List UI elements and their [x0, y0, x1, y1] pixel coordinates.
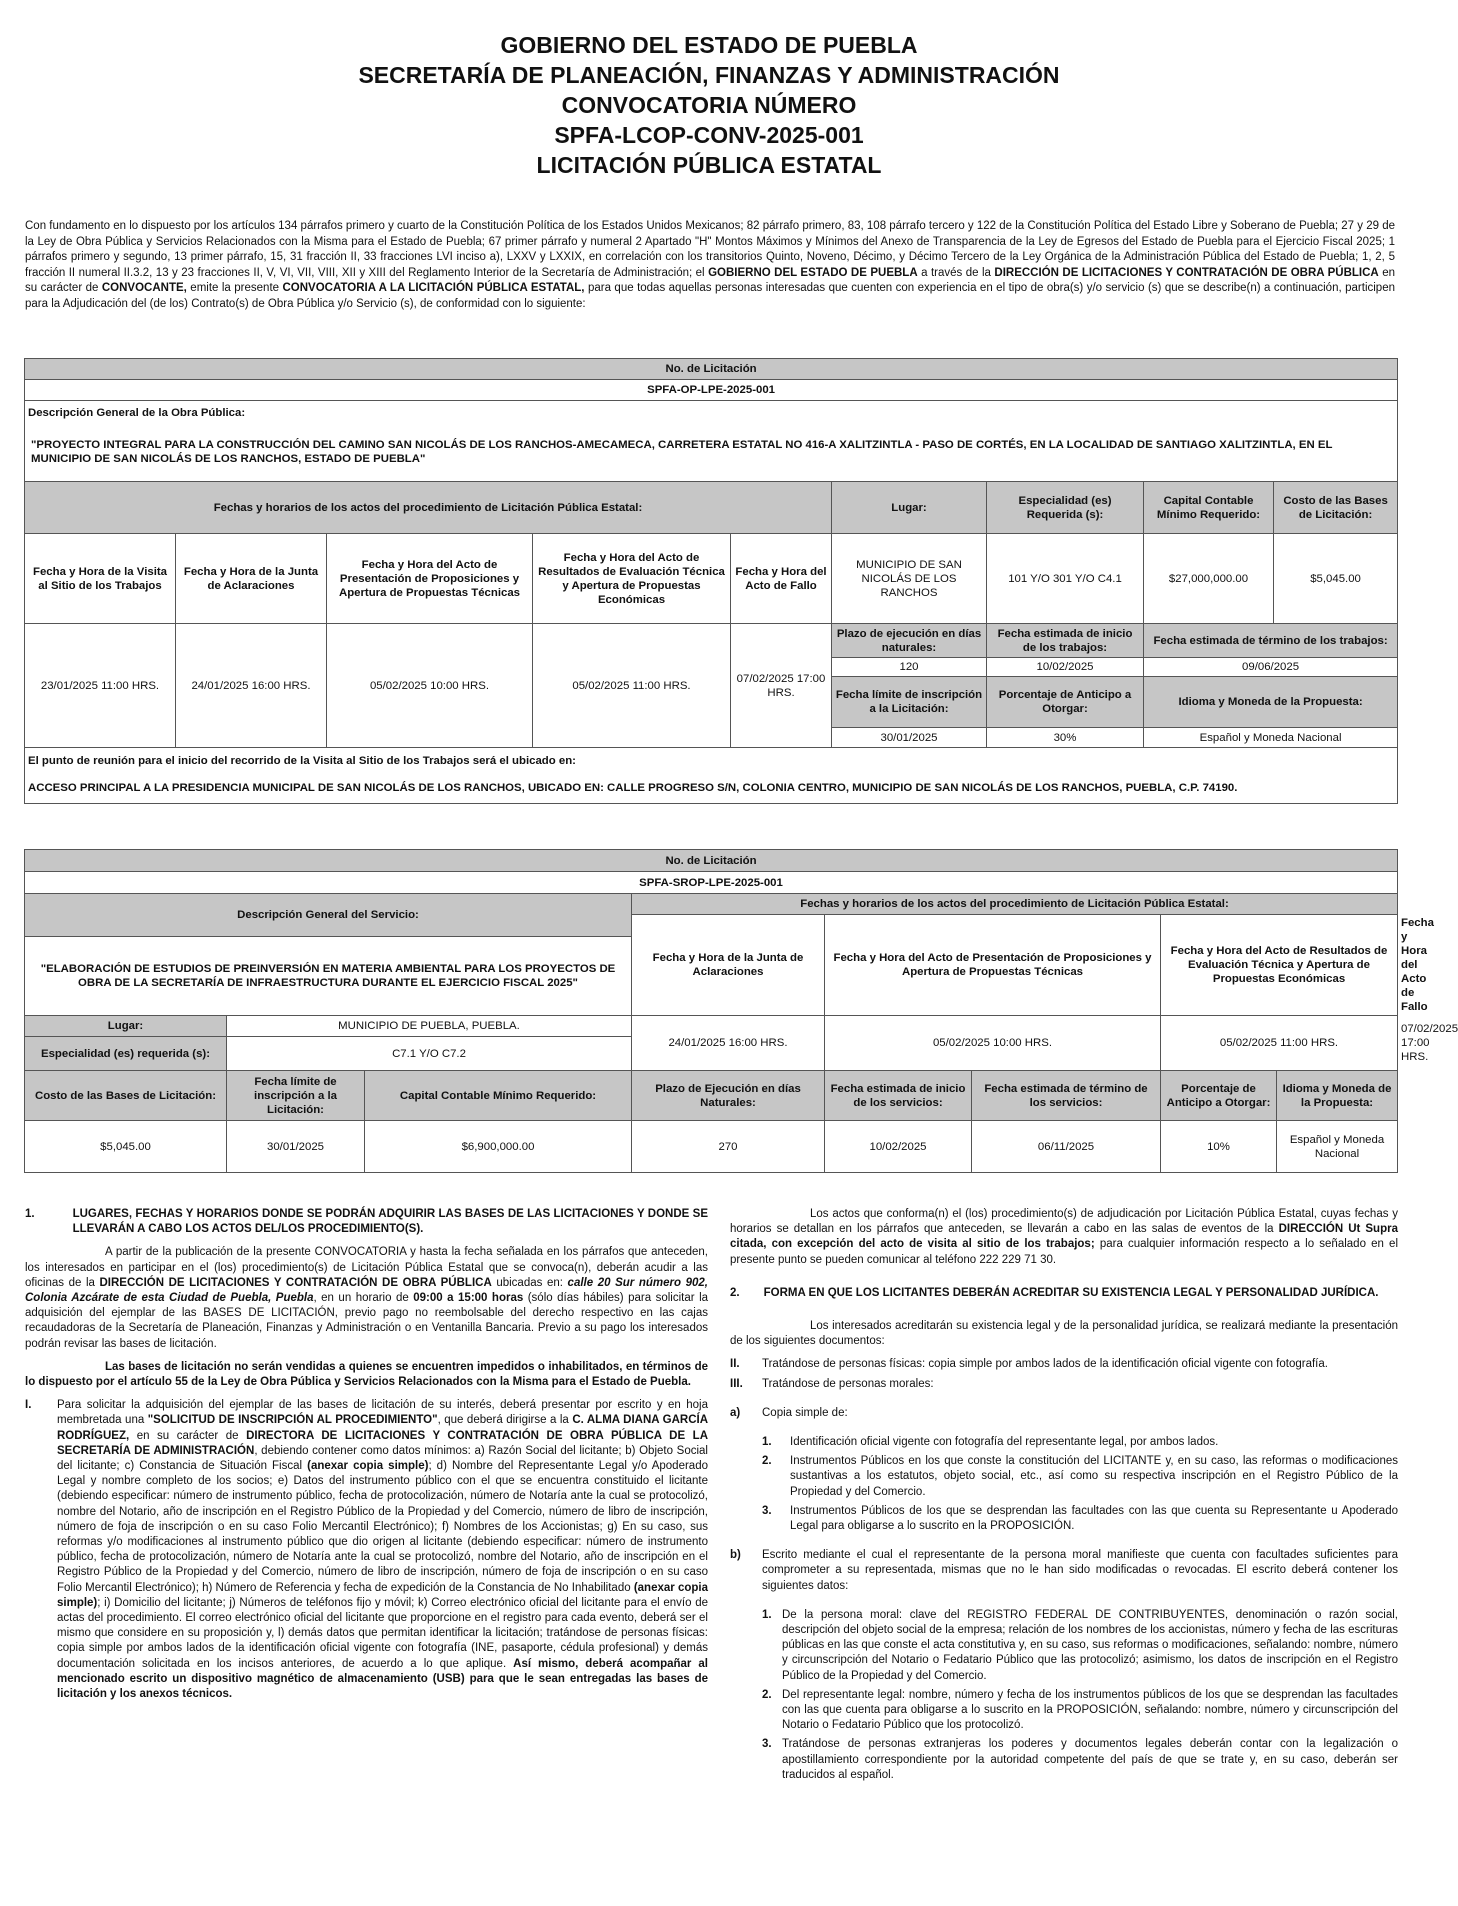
costo-value: $5,045.00 [1274, 534, 1398, 624]
header-number: SPFA-LCOP-CONV-2025-001 [554, 122, 864, 148]
capital-2-value: $6,900,000.00 [365, 1121, 632, 1173]
no-licitacion-2-value: SPFA-SROP-LPE-2025-001 [25, 872, 1398, 894]
junta-2-header: Fecha y Hora de la Junta de Aclaraciones [632, 915, 825, 1016]
item-b2-text: Del representante legal: nombre, número y fecha de los instrumentos públicos de los que se desprendan las facultades con las que cuenta para obligarse a lo suscrito en la PROPOSICIÓN, señalando: nombre, número y circunscripción del Notario o Fedatario Público que los protocolizó. [782, 1688, 1398, 1732]
bold-text: "SOLICITUD DE INSCRIPCIÓN AL PROCEDIMIENTO" [147, 1414, 438, 1427]
inicio-value: 10/02/2025 [987, 658, 1144, 677]
header-government: GOBIERNO DEL ESTADO DE PUEBLA [500, 32, 918, 58]
idioma-label: Idioma y Moneda de la Propuesta: [1144, 677, 1398, 728]
item-a3 [762, 1504, 1398, 1534]
left-column [25, 1207, 708, 1706]
inicio-2-value: 10/02/2025 [825, 1121, 972, 1173]
termino-label: Fecha estimada de término de los trabajos: [1144, 624, 1398, 658]
especialidad-2-value: C7.1 Y/O C7.2 [227, 1037, 632, 1071]
item-a2-key: 2. [762, 1455, 772, 1468]
limite-label: Fecha límite de inscripción a la Licitación: [832, 677, 987, 728]
especialidad-value: 101 Y/O 301 Y/O C4.1 [987, 534, 1144, 624]
item-III [730, 1377, 1398, 1392]
text: ; i) Domicilio del licitante; j) Números de teléfonos fijo y móvil; k) Correo electrónico oficial del licitante para el envío de actas del procedimiento. El correo electrónico oficial del licitante que proporcione en el registro para cada evento, deberá ser el mismo que considere en su proposición y, l) demás datos que permitan identificar la licitación; tratándose de personas físicas: copia simple por ambos lados de la identificación oficial vigente con fotografía (INE, pasaporte, cédula profesional) y demás documentación solicitada en los incisos anteriores, de acuerdo a lo que aplique. [57, 1596, 708, 1670]
resultados-header: Fecha y Hora del Acto de Resultados de Evaluación Técnica y Apertura de Propuestas Económicas [533, 534, 731, 624]
presentacion-2-header: Fecha y Hora del Acto de Presentación de Proposiciones y Apertura de Propuestas Técnicas [825, 915, 1161, 1016]
idioma-value: Español y Moneda Nacional [1144, 728, 1398, 748]
resultados-2-header: Fecha y Hora del Acto de Resultados de Evaluación Técnica y Apertura de Propuestas Económicas [1161, 915, 1398, 1016]
item-a-key: a) [730, 1406, 741, 1419]
item-b2-key: 2. [762, 1688, 772, 1701]
item-b2 [762, 1688, 1398, 1734]
fechas-2-label: Fechas y horarios de los actos del procedimiento de Licitación Pública Estatal: [632, 894, 1398, 915]
text: ; d) Nombre del Representante Legal y/o Apoderado Legal y nombre completo de los socios; e) Datos del instrumento público con el que se encuentra constituido el licitante (debiendo especificar: número de instrumento público, fecha de protocolización, número de Notaría ante la cual se protocolizó, nombre del Notario, año de inscripción en el Registro Público de la Propiedad y del Comercio, número de libro de inscripción, número de foja de inscripción o en su caso Folio Mercantil Electrónico); f) Nombres de los Accionistas; g) En su caso, sus reformas y/o modificaciones al instrumento público que dio origen al licitante (debiendo especificar: número de instrumento público, fecha de protocolización, número de Notaría ante la cual se protocolizó, nombre del Notario, año de inscripción en el Registro Público de la Propiedad y del Comercio, número de libro de inscripción, número de foja de inscripción o en su caso Folio Mercantil Electrónico); h) Número de Referencia y fecha de expedición de la Constancia de No Inhabilitado [57, 1460, 708, 1594]
capital-2-label: Capital Contable Mínimo Requerido: [365, 1071, 632, 1121]
text: , debiendo contener como datos mínimos: a) Razón Social del licitante; b) Objeto Social del licitante; c) Constancia de Situación Fiscal [57, 1444, 708, 1473]
section-1-title: LUGARES, FECHAS Y HORARIOS DONDE SE PODRÁN ADQUIRIR LAS BASES DE LAS LICITACIONES Y DONDE SE LLEVARÁN A CABO LOS ACTOS DEL/LOS PROCEDIMIENTO(S). [72, 1208, 708, 1236]
intro-bold: CONVOCATORIA A LA LICITACIÓN PÚBLICA ESTATAL, [282, 282, 585, 295]
bold-text: DIRECTORA DE LICITACIONES Y CONTRATACIÓN DE OBRA PÚBLICA DE LA SECRETARÍA DE ADMINISTRACIÓN [57, 1429, 708, 1457]
item-a1-text: Identificación oficial vigente con fotografía del representante legal, por ambos lados. [790, 1436, 1219, 1449]
text: A partir de la publicación de la presente CONVOCATORIA y hasta la fecha señalada en los párrafos que anteceden, los interesados en participar en el (los) procedimiento(s) de Licitación Pública Estatal que se convoca(n), deberán acudir a las oficinas de la [25, 1246, 708, 1289]
especialidad-2-label: Especialidad (es) requerida (s): [25, 1037, 227, 1071]
item-III-text: Tratándose de personas morales: [762, 1377, 934, 1390]
lugar-2-value: MUNICIPIO DE PUEBLA, PUEBLA. [227, 1016, 632, 1037]
actos-paragraph [730, 1207, 1398, 1268]
punto-value: ACCESO PRINCIPAL A LA PRESIDENCIA MUNICIPAL DE SAN NICOLÁS DE LOS RANCHOS, UBICADO EN: CALLE PROGRESO S/N, COLONIA CENTRO, MUNICIPIO DE SAN NICOLÁS DE LOS RANCHOS, PUEBLA, C.P. 74190. [25, 774, 1398, 804]
presentacion-2-value: 05/02/2025 10:00 HRS. [825, 1016, 1161, 1071]
plazo-label: Plazo de ejecución en días naturales: [832, 624, 987, 658]
presentacion-value: 05/02/2025 10:00 HRS. [327, 624, 533, 748]
item-a3-text: Instrumentos Públicos de los que se desprendan las facultades con las que cuenta su Representante u Apoderado Legal para obligarse a lo suscrito en la PROPOSICIÓN. [790, 1504, 1398, 1533]
termino-value: 09/06/2025 [1144, 658, 1398, 677]
junta-2-value: 24/01/2025 16:00 HRS. [632, 1016, 825, 1071]
anticipo-label: Porcentaje de Anticipo a Otorgar: [987, 677, 1144, 728]
anticipo-value: 30% [987, 728, 1144, 748]
especialidad-label: Especialidad (es) Requerida (s): [987, 482, 1144, 534]
intro-bold: CONVOCANTE, [101, 282, 187, 295]
item-a2 [762, 1454, 1398, 1500]
fallo-header: Fecha y Hora del Acto de Fallo [731, 534, 832, 624]
item-b-sublist [762, 1608, 1398, 1783]
schedule-text: 09:00 a 15:00 horas [413, 1292, 524, 1305]
intro-paragraph [25, 219, 1395, 313]
bold-text: (anexar copia simple) [307, 1460, 429, 1473]
desc-label: Descripción General de la Obra Pública: [25, 401, 1398, 426]
section-2-heading [730, 1286, 1398, 1301]
intro-text: a través de la [917, 266, 995, 279]
item-a1-key: 1. [762, 1436, 772, 1449]
bold-text: C. ALMA DIANA GARCÍA RODRÍGUEZ, [57, 1414, 708, 1442]
punto-label: El punto de reunión para el inicio del recorrido de la Visita al Sitio de los Trabajos será el ubicado en: [25, 748, 1398, 774]
costo-2-value: $5,045.00 [25, 1121, 227, 1173]
section-1-number: 1. [25, 1208, 35, 1220]
section-1-paragraph [25, 1245, 708, 1351]
fechas-label: Fechas y horarios de los actos del procedimiento de Licitación Pública Estatal: [25, 482, 832, 534]
desc-value: "PROYECTO INTEGRAL PARA LA CONSTRUCCIÓN DEL CAMINO SAN NICOLÁS DE LOS RANCHOS-AMECAMECA, CARRETERA ESTATAL NO 416-A XALITZINTLA - PASO DE CORTÉS, EN LA LOCALIDAD DE SANTIAGO XALITZINTLA, EN EL MUNICIPIO DE SAN NICOLÁS DE LOS RANCHOS, ESTADO DE PUEBLA" [25, 426, 1398, 482]
item-b1-key: 1. [762, 1608, 772, 1621]
section-2-number: 2. [730, 1286, 740, 1299]
address-text: calle 20 Sur número 902, Colonia Azcárate de esta Ciudad de Puebla, Puebla [25, 1276, 708, 1305]
anticipo-2-value: 10% [1161, 1121, 1277, 1173]
tender-table-servicio: No. de Licitación SPFA-SROP-LPE-2025-001 Descripción General del Servicio: Fechas y horarios de los actos del procedimiento de Licitación Pública Estatal: Fecha y Hora de la Junta de Aclaraciones Fecha y Hora del Acto de Presentación de Proposiciones y Apertura de Propuestas Técnicas Fecha y Hora del Acto de Resultados de Evaluación Técnica y Apertura de Propuestas Económicas Fecha y Hora del Acto de Fallo "ELABORACIÓN DE ESTUDIOS DE PREINVERSIÓN EN MATERIA AMBIENTAL PARA LOS PROYECTOS DE OBRA DE LA SECRETARÍA DE INFRAESTRUCTURA DURANTE EL EJERCICIO FISCAL 2025" Lugar: MUNICIPIO DE PUEBLA, PUEBLA. 24/01/2025 16:00 HRS. 05/02/2025 10:00 HRS. 05/02/2025 11:00 HRS. 07/02/2025 17:00 HRS. Especialidad (es) requerida (s): C7.1 Y/O C7.2 Costo de las Bases de Licitación: Fecha límite de inscripción a la Licitación: Capital Contable Mínimo Requerido: Plazo de Ejecución en días Naturales: Fecha estimada de inicio de los servicios: Fecha estimada de término de los servicios: Porcentaje de Anticipo a Otorgar: Idioma y Moneda de la Propuesta: $5,045.00 30/01/2025 $6,900,000.00 270 10/02/2025 06/11/2025 10% Español y Moneda Nacional [24, 849, 1397, 1173]
document-header [0, 30, 1418, 180]
costo-label: Costo de las Bases de Licitación: [1274, 482, 1398, 534]
capital-label: Capital Contable Mínimo Requerido: [1144, 482, 1274, 534]
item-b1-text: De la persona moral: clave del REGISTRO FEDERAL DE CONTRIBUYENTES, denominación o razón social, descripción del objeto social de la empresa; relación de los nombres de los accionistas, número y fecha de las escrituras públicas en las que conste el acta constitutiva y, en su caso, sus reformas o modificaciones, señalando: nombre, número y circunscripción del Notario o Fedatario Público que las protocolizó; asimismo, los datos de inscripción en el Registro Público de la Propiedad y del Comercio. [782, 1608, 1398, 1682]
section-1-warning: Las bases de licitación no serán vendidas a quienes se encuentren impedidos o inhabilitados, en términos de lo dispuesto por el artículo 55 de la Ley de Obra Pública y Servicios Relacionados con la Misma para el Estado de Puebla. [25, 1360, 708, 1389]
lugar-label: Lugar: [832, 482, 987, 534]
presentacion-header: Fecha y Hora del Acto de Presentación de Proposiciones y Apertura de Propuestas Técnicas [327, 534, 533, 624]
bold-text: DIRECCIÓN DE LICITACIONES Y CONTRATACIÓN DE OBRA PÚBLICA [99, 1276, 492, 1289]
item-b [730, 1548, 1398, 1594]
header-secretariat: SECRETARÍA DE PLANEACIÓN, FINANZAS Y ADMINISTRACIÓN [358, 62, 1060, 88]
intro-text: Con fundamento en lo dispuesto por los artículos 134 párrafos primero y cuarto de la Constitución Política de los Estados Unidos Mexicanos; 82 párrafo primero, 83, 108 párrafo tercero y 122 de la Constitución Política del Estado Libre y Soberano de Puebla; 27 y 29 de la Ley de Obra Pública y Servicios Relacionados con la Misma para el Estado de Puebla; 67 primer párrafo y numeral 2 Apartado "H" Montos Máximos y Mínimos del Anexo de Transparencia de la Ley de Egresos del Estado de Puebla para el Ejercicio Fiscal 2025; 1 párrafos primero y segundo, 13 primer párrafo, 15, 31 fracción II, 33 fracciones LVI inciso a), LXXV y LXXIX, en correlación con los transitorios Quinto, Noveno, Décimo, y Décimo Tercero de la Ley Orgánica de la Administración Pública del Estado de Puebla; 1, 2, 5 fracción II numeral II.3.2, 13 y 23 fracciones II, V, VI, VII, VIII, XII y XIII del Reglamento Interior de la Secretaría de Administración; el [25, 220, 1395, 279]
item-II-text: Tratándose de personas físicas: copia simple por ambos lados de la identificación oficial vigente con fotografía. [762, 1358, 1328, 1371]
plazo-2-value: 270 [632, 1121, 825, 1173]
no-licitacion-label: No. de Licitación [25, 359, 1398, 380]
item-b1 [762, 1608, 1398, 1684]
item-a3-key: 3. [762, 1504, 772, 1517]
fallo-value: 07/02/2025 17:00 HRS. [731, 624, 832, 748]
item-a2-text: Instrumentos Públicos en los que conste la constitución del LICITANTE y, en su caso, las reformas o modificaciones sustantivas a los estatutos, objeto social, etc., así como su respectiva inscripción en el Registro Público de la Propiedad y del Comercio. [790, 1455, 1398, 1498]
limite-value: 30/01/2025 [832, 728, 987, 748]
right-column [730, 1207, 1398, 1787]
item-a-sublist [762, 1435, 1398, 1534]
section-2-paragraph: Los interesados acreditarán su existencia legal y de la personalidad jurídica, se realizará mediante la presentación de los siguientes documentos: [730, 1320, 1398, 1348]
text: para cualquier información respecto a lo señalado en el presente punto se pueden comunicar al teléfono 222 229 71 30. [730, 1238, 1398, 1266]
item-II-key: II. [730, 1358, 740, 1371]
item-a-text: Copia simple de: [762, 1406, 848, 1419]
intro-bold: GOBIERNO DEL ESTADO DE PUEBLA [708, 266, 918, 279]
section-1-heading [25, 1207, 708, 1237]
lugar-2-label: Lugar: [25, 1016, 227, 1037]
header-type: LICITACIÓN PÚBLICA ESTATAL [536, 152, 882, 178]
lugar-value: MUNICIPIO DE SAN NICOLÁS DE LOS RANCHOS [832, 534, 987, 624]
inicio-label: Fecha estimada de inicio de los trabajos: [987, 624, 1144, 658]
desc-servicio-value: "ELABORACIÓN DE ESTUDIOS DE PREINVERSIÓN EN MATERIA AMBIENTAL PARA LOS PROYECTOS DE OBRA DE LA SECRETARÍA DE INFRAESTRUCTURA DURANTE EL EJERCICIO FISCAL 2025" [25, 937, 632, 1016]
text: (sólo días hábiles) para solicitar la adquisición del ejemplar de las BASES DE LICITACIÓN, previo pago no reembolsable del derecho respectivo en las cajas recaudadoras de la Secretaría de Planeación, Finanzas y Administración o en Ventanilla Bancaria. Previo a su pago los interesados podrán revisar las bases de licitación. [25, 1292, 709, 1350]
item-b-text: Escrito mediante el cual el representante de la persona moral manifieste que cuenta con facultades suficientes para comprometer a su representada, mismas que no le han sido modificadas o revocadas. El escrito deberá contener los siguientes datos: [762, 1549, 1398, 1592]
intro-text: emite la presente [186, 282, 283, 295]
tender-table-obra [24, 358, 1397, 804]
anticipo-2-label: Porcentaje de Anticipo a Otorgar: [1161, 1071, 1277, 1121]
text: ubicadas en: [491, 1276, 568, 1289]
no-licitacion-2-label: No. de Licitación [25, 850, 1398, 872]
header-convocatoria: CONVOCATORIA NÚMERO [561, 92, 857, 118]
visita-header: Fecha y Hora de la Visita al Sitio de los Trabajos [25, 534, 176, 624]
item-b3-key: 3. [762, 1738, 772, 1751]
limite-2-label: Fecha límite de inscripción a la Licitación: [227, 1071, 365, 1121]
no-licitacion-value: SPFA-OP-LPE-2025-001 [25, 380, 1398, 401]
section-2-title: FORMA EN QUE LOS LICITANTES DEBERÁN ACREDITAR SU EXISTENCIA LEGAL Y PERSONALIDAD JURÍDICA. [763, 1286, 1379, 1299]
visita-value: 23/01/2025 11:00 HRS. [25, 624, 176, 748]
junta-value: 24/01/2025 16:00 HRS. [176, 624, 327, 748]
costo-2-label: Costo de las Bases de Licitación: [25, 1071, 227, 1121]
item-I-key: I. [25, 1399, 32, 1412]
junta-header: Fecha y Hora de la Junta de Aclaraciones [176, 534, 327, 624]
idioma-2-label: Idioma y Moneda de la Propuesta: [1277, 1071, 1398, 1121]
item-I-text [57, 1398, 708, 1702]
item-b-key: b) [730, 1549, 741, 1562]
desc-servicio-label: Descripción General del Servicio: [25, 894, 632, 937]
termino-2-value: 06/11/2025 [972, 1121, 1161, 1173]
bold-text: DIRECCIÓN Ut Supra citada, con excepción del acto de visita al sitio de los trabajos; [730, 1223, 1398, 1251]
intro-bold: DIRECCIÓN DE LICITACIONES Y CONTRATACIÓN DE OBRA PÚBLICA [994, 266, 1379, 279]
plazo-value: 120 [832, 658, 987, 677]
item-a1 [762, 1435, 1398, 1450]
item-b3-text: Tratándose de personas extranjeras los poderes y documentos legales deberán contar con la legalización o apostillamiento correspondiente por la autoridad competente del país de que se trate y, en su caso, deberán ser traducidos al español. [782, 1738, 1398, 1781]
bold-text: Así mismo, deberá acompañar al mencionado escrito un dispositivo magnético de almacenamiento (USB) para que le sean entregadas las bases de licitación y los anexos técnicos. [57, 1657, 708, 1701]
item-b3 [762, 1737, 1398, 1783]
text: , en un horario de [313, 1292, 414, 1305]
text: , que deberá dirigirse a la [437, 1414, 573, 1427]
text: Para solicitar la adquisición del ejemplar de las bases de licitación de su interés, deberá presentar por escrito y en hoja membretada una [57, 1399, 708, 1427]
limite-2-value: 30/01/2025 [227, 1121, 365, 1173]
intro-text: para que todas aquellas personas interesadas que cuenten con experiencia en el tipo de obra(s) y/o servicio (s) que se describe(n) a continuación, participen para la Adjudicación del (de los) Contrato(s) de Obra Pública y/o Servicio (s), de conformidad con lo siguiente: [25, 282, 1395, 310]
capital-value: $27,000,000.00 [1144, 534, 1274, 624]
idioma-2-value: Español y Moneda Nacional [1277, 1121, 1398, 1173]
resultados-value: 05/02/2025 11:00 HRS. [533, 624, 731, 748]
item-III-key: III. [730, 1377, 743, 1390]
item-a [730, 1406, 1398, 1421]
item-II [730, 1357, 1398, 1372]
termino-2-label: Fecha estimada de término de los servicios: [972, 1071, 1161, 1121]
text: Los actos que conforma(n) el (los) procedimiento(s) de adjudicación por Licitación Pública Estatal, cuyas fechas y horarios se detallan en los párrafos que anteceden, se llevarán a cabo en las salas de eventos de la [730, 1208, 1398, 1236]
plazo-2-label: Plazo de Ejecución en días Naturales: [632, 1071, 825, 1121]
inicio-2-label: Fecha estimada de inicio de los servicios: [825, 1071, 972, 1121]
intro-text: en su carácter de [25, 266, 1395, 295]
item-I [25, 1398, 708, 1702]
text: en su carácter de [129, 1429, 247, 1442]
bold-text: (anexar copia simple) [57, 1581, 708, 1609]
resultados-2-value: 05/02/2025 11:00 HRS. [1161, 1016, 1398, 1071]
